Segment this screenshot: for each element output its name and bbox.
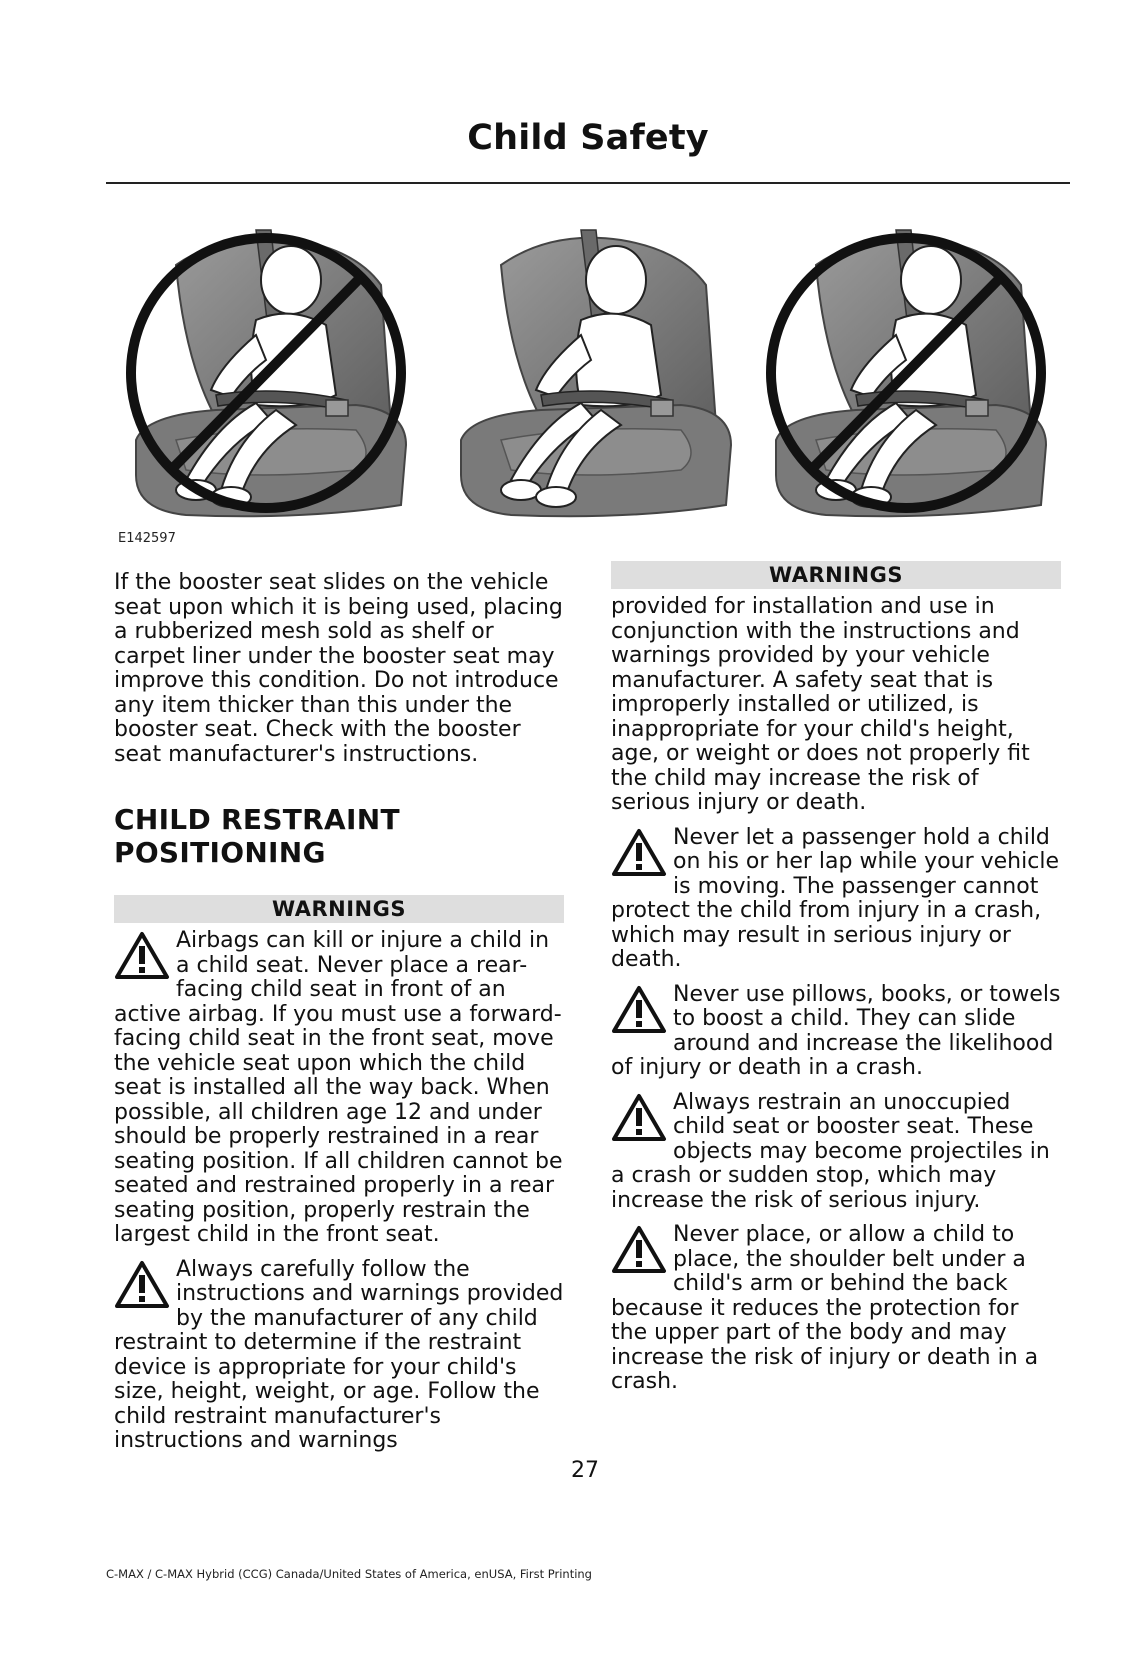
warning-shoulder-belt-text: Never place, or allow a child to place, the shoulder belt under a child's arm or behind the back because it reduces the protection for the upper part of the body and may increase the risk of injury or death in a crash. bbox=[611, 1222, 1039, 1394]
warning-airbags-text: Airbags can kill or injure a child in a child seat. Never place a rear-facing child seat in front of an active airbag. If you must use a forward-facing child seat in the front seat, move the vehicle seat upon which the child seat is installed all the way back. When possible, all children age 12 and under should be properly restrained in a rear seating position. If all children cannot be seated and restrained properly in a rear seating position, properly restrain the largest child in the front seat. bbox=[114, 928, 563, 1247]
left-column bbox=[114, 571, 564, 1464]
warning-triangle-icon bbox=[611, 1223, 667, 1279]
warning-follow-instructions-text: Always carefully follow the instructions and warnings provided by the manufacturer of any child restraint to determine if the restraint device is appropriate for your child's size, height, weight, or age. Follow the child restraint manufacturer's instructions and warnings bbox=[114, 1256, 564, 1453]
section-heading-line1: CHILD RESTRAINT bbox=[114, 803, 400, 836]
warning-triangle-icon bbox=[611, 1091, 667, 1147]
page-number: 27 bbox=[571, 1458, 599, 1483]
warning-continuation-text: provided for installation and use in conjunction with the instructions and warnings provided by your vehicle manufacturer. A safety seat that is improperly installed or utilized, is inappropriate for your child's height, age, or weight or does not properly fit the child may increase the risk of serious injury or death. bbox=[611, 594, 1030, 815]
page-header bbox=[106, 118, 1070, 158]
page-footer: C-MAX / C-MAX Hybrid (CCG) Canada/United States of America, enUSA, First Printing bbox=[106, 1567, 592, 1581]
warning-lap-holding bbox=[611, 826, 1061, 973]
warning-lap-holding-text: Never let a passenger hold a child on his or her lap while your vehicle is moving. The passenger cannot protect the child from injury in a crash, which may result in serious injury or death. bbox=[611, 824, 1059, 972]
booster-seat-figure-svg bbox=[106, 225, 1070, 550]
section-heading bbox=[114, 803, 564, 869]
header-divider bbox=[106, 182, 1070, 184]
figure-reference-id: E142597 bbox=[118, 531, 176, 546]
warning-triangle-icon bbox=[114, 1258, 170, 1314]
warning-unoccupied-seat bbox=[611, 1091, 1061, 1214]
section-heading-line2: POSITIONING bbox=[114, 836, 326, 869]
warnings-header-left: WARNINGS bbox=[114, 895, 564, 923]
warning-unoccupied-seat-text: Always restrain an unoccupied child seat or booster seat. These objects may become projectiles in a crash or sudden stop, which may increase the risk of serious injury. bbox=[611, 1089, 1050, 1213]
warning-airbags bbox=[114, 929, 564, 1248]
page-title: Child Safety bbox=[467, 118, 709, 158]
booster-seat-illustration bbox=[106, 225, 1070, 550]
warning-pillows-text: Never use pillows, books, or towels to boost a child. They can slide around and increase the likelihood of injury or death in a crash. bbox=[611, 981, 1061, 1080]
right-column bbox=[611, 561, 1061, 1405]
warnings-header-right: WARNINGS bbox=[611, 561, 1061, 589]
panel-incorrect-right bbox=[771, 230, 1046, 516]
warning-shoulder-belt bbox=[611, 1223, 1061, 1395]
panel-incorrect-left bbox=[131, 230, 406, 516]
warning-follow-instructions bbox=[114, 1258, 564, 1454]
warning-pillows bbox=[611, 983, 1061, 1081]
booster-seat-paragraph: If the booster seat slides on the vehicle seat upon which it is being used, placing a rubberized mesh sold as shelf or carpet liner under the booster seat may improve this condition. Do not introduce any item thicker than this under the booster seat. Check with the booster seat manufacturer's instructions. bbox=[114, 570, 563, 767]
panel-correct-center bbox=[461, 230, 731, 516]
warning-triangle-icon bbox=[611, 983, 667, 1039]
warning-triangle-icon bbox=[611, 826, 667, 882]
warning-triangle-icon bbox=[114, 929, 170, 985]
